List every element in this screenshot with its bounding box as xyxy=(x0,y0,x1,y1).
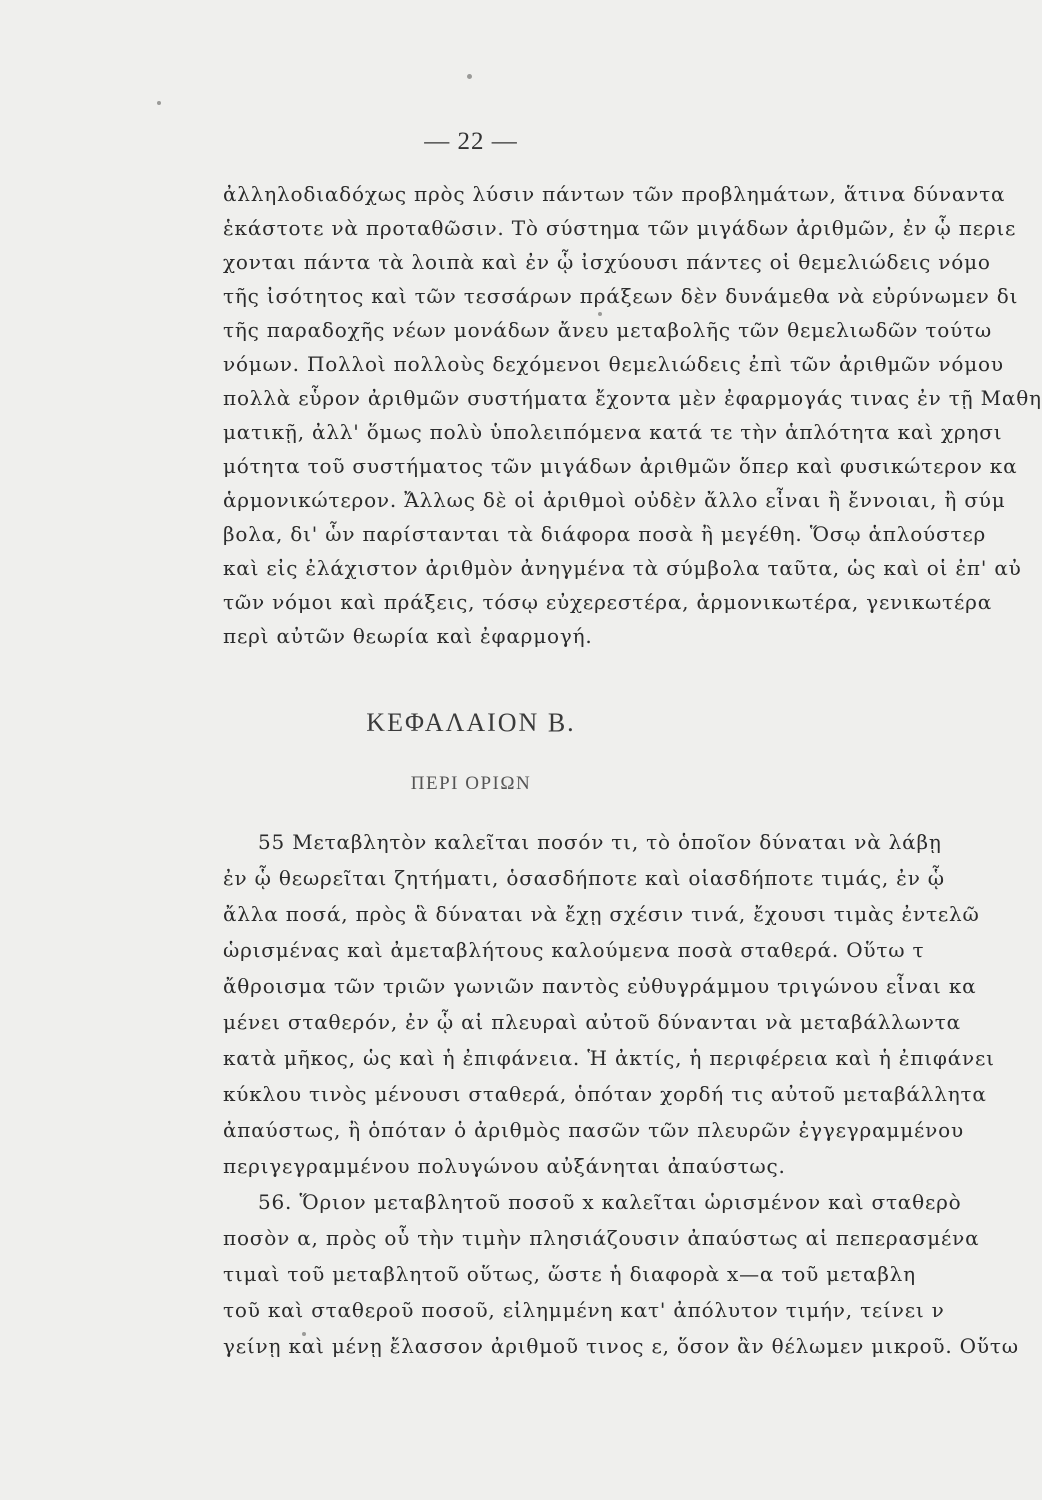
text-line: χονται πάντα τὰ λοιπὰ καὶ ἐν ᾧ ἰσχύουσι πάντες οἱ θεμελιώδεις νόμο xyxy=(223,250,991,274)
text-line: ποσὸν α, πρὸς οὗ τὴν τιμὴν πλησιάζουσιν ἀπαύστως αἱ πεπερασμένα xyxy=(223,1226,980,1250)
paper-speck xyxy=(157,101,161,105)
text-line: κατὰ μῆκος, ὡς καὶ ἡ ἐπιφάνεια. Ἡ ἀκτίς, ἡ περιφέρεια καὶ ἡ ἐπιφάνει xyxy=(223,1046,995,1070)
text-line: ἀλληλοδιαδόχως πρὸς λύσιν πάντων τῶν προβλημάτων, ἅτινα δύναντα xyxy=(223,182,1006,206)
text-line: τῆς παραδοχῆς νέων μονάδων ἄνευ μεταβολῆς τῶν θεμελιωδῶν τούτω xyxy=(223,318,993,342)
text-line: ματικῇ, ἀλλ' ὅμως πολὺ ὑπολειπόμενα κατά τε τὴν ἁπλότητα καὶ χρησι xyxy=(223,420,1003,444)
text-line: ἀπαύστως, ἢ ὁπόταν ὁ ἀριθμὸς πασῶν τῶν πλευρῶν ἐγγεγραμμένου xyxy=(223,1118,964,1142)
chapter-heading: ΚΕΦΑΛΑΙΟΝ Β. xyxy=(366,708,576,737)
text-line: ἄλλα ποσά, πρὸς ἃ δύναται νὰ ἔχῃ σχέσιν τινά, ἔχουσι τιμὰς ἐντελῶ xyxy=(223,902,980,926)
text-line: ἁρμονικώτερον. Ἄλλως δὲ οἱ ἀριθμοὶ οὐδὲν ἄλλο εἶναι ἢ ἔννοιαι, ἢ σύμ xyxy=(223,488,1006,512)
text-line: ἐν ᾧ θεωρεῖται ζητήματι, ὁσασδήποτε καὶ οἱασδήποτε τιμάς, ἐν ᾧ xyxy=(223,866,945,890)
text-line: περιγεγραμμένου πολυγώνου αὐξάνηται ἀπαύστως. xyxy=(223,1154,786,1178)
text-line: ἑκάστοτε νὰ προταθῶσιν. Τὸ σύστημα τῶν μιγάδων ἀριθμῶν, ἐν ᾧ περιε xyxy=(223,216,1017,240)
text-line: βολα, δι' ὧν παρίστανται τὰ διάφορα ποσὰ ἢ μεγέθη. Ὅσῳ ἁπλούστερ xyxy=(223,522,987,546)
text-line: καὶ εἰς ἐλάχιστον ἀριθμὸν ἀνηγμένα τὰ σύμβολα ταῦτα, ὡς καὶ οἱ ἐπ' αὐ xyxy=(223,556,1022,580)
text-line: νόμων. Πολλοὶ πολλοὺς δεχόμενοι θεμελιώδεις ἐπὶ τῶν ἀριθμῶν νόμου xyxy=(223,352,1004,376)
text-line: 56. Ὅριον μεταβλητοῦ ποσοῦ x καλεῖται ὡρισμένον καὶ σταθερὸ xyxy=(258,1190,962,1214)
paper-speck xyxy=(598,312,602,316)
chapter-subheading: ΠΕΡΙ ΟΡΙΩΝ xyxy=(410,773,532,794)
text-line: τῆς ἰσότητος καὶ τῶν τεσσάρων πράξεων δὲν δυνάμεθα νὰ εὐρύνωμεν δι xyxy=(223,284,1019,308)
text-line: 55 Μεταβλητὸν καλεῖται ποσόν τι, τὸ ὁποῖον δύναται νὰ λάβῃ xyxy=(258,830,942,854)
text-line: τῶν νόμοι καὶ πράξεις, τόσῳ εὐχερεστέρα, ἁρμονικωτέρα, γενικωτέρα xyxy=(223,590,993,614)
text-line: γείνῃ καὶ μένῃ ἔλασσον ἀριθμοῦ τινος ε, ὅσον ἂν θέλωμεν μικροῦ. Οὕτω xyxy=(223,1334,1019,1358)
text-line: τοῦ καὶ σταθεροῦ ποσοῦ, εἰλημμένη κατ' ἀπόλυτον τιμήν, τείνει ν xyxy=(223,1298,945,1322)
text-line: μένει σταθερόν, ἐν ᾧ αἱ πλευραὶ αὐτοῦ δύνανται νὰ μεταβάλλωντα xyxy=(223,1010,961,1034)
text-line: περὶ αὐτῶν θεωρία καὶ ἐφαρμογή. xyxy=(223,624,593,648)
text-line: ὡρισμένας καὶ ἀμεταβλήτους καλούμενα ποσὰ σταθερά. Οὕτω τ xyxy=(223,938,925,962)
text-line: ἄθροισμα τῶν τριῶν γωνιῶν παντὸς εὐθυγράμμου τριγώνου εἶναι κα xyxy=(223,974,977,998)
text-line: κύκλου τινὸς μένουσι σταθερά, ὁπόταν χορδή τις αὐτοῦ μεταβάλλητα xyxy=(223,1082,987,1106)
text-line: μότητα τοῦ συστήματος τῶν μιγάδων ἀριθμῶν ὅπερ καὶ φυσικώτερον κα xyxy=(223,454,1018,478)
text-line: πολλὰ εὗρον ἀριθμῶν συστήματα ἔχοντα μὲν ἐφαρμογάς τινας ἐν τῇ Μαθη xyxy=(223,386,1042,410)
page-number: — 22 — xyxy=(424,128,518,155)
text-line: τιμαὶ τοῦ μεταβλητοῦ οὕτως, ὥστε ἡ διαφορὰ x—α τοῦ μεταβλη xyxy=(223,1262,916,1286)
paper-speck xyxy=(467,74,472,79)
